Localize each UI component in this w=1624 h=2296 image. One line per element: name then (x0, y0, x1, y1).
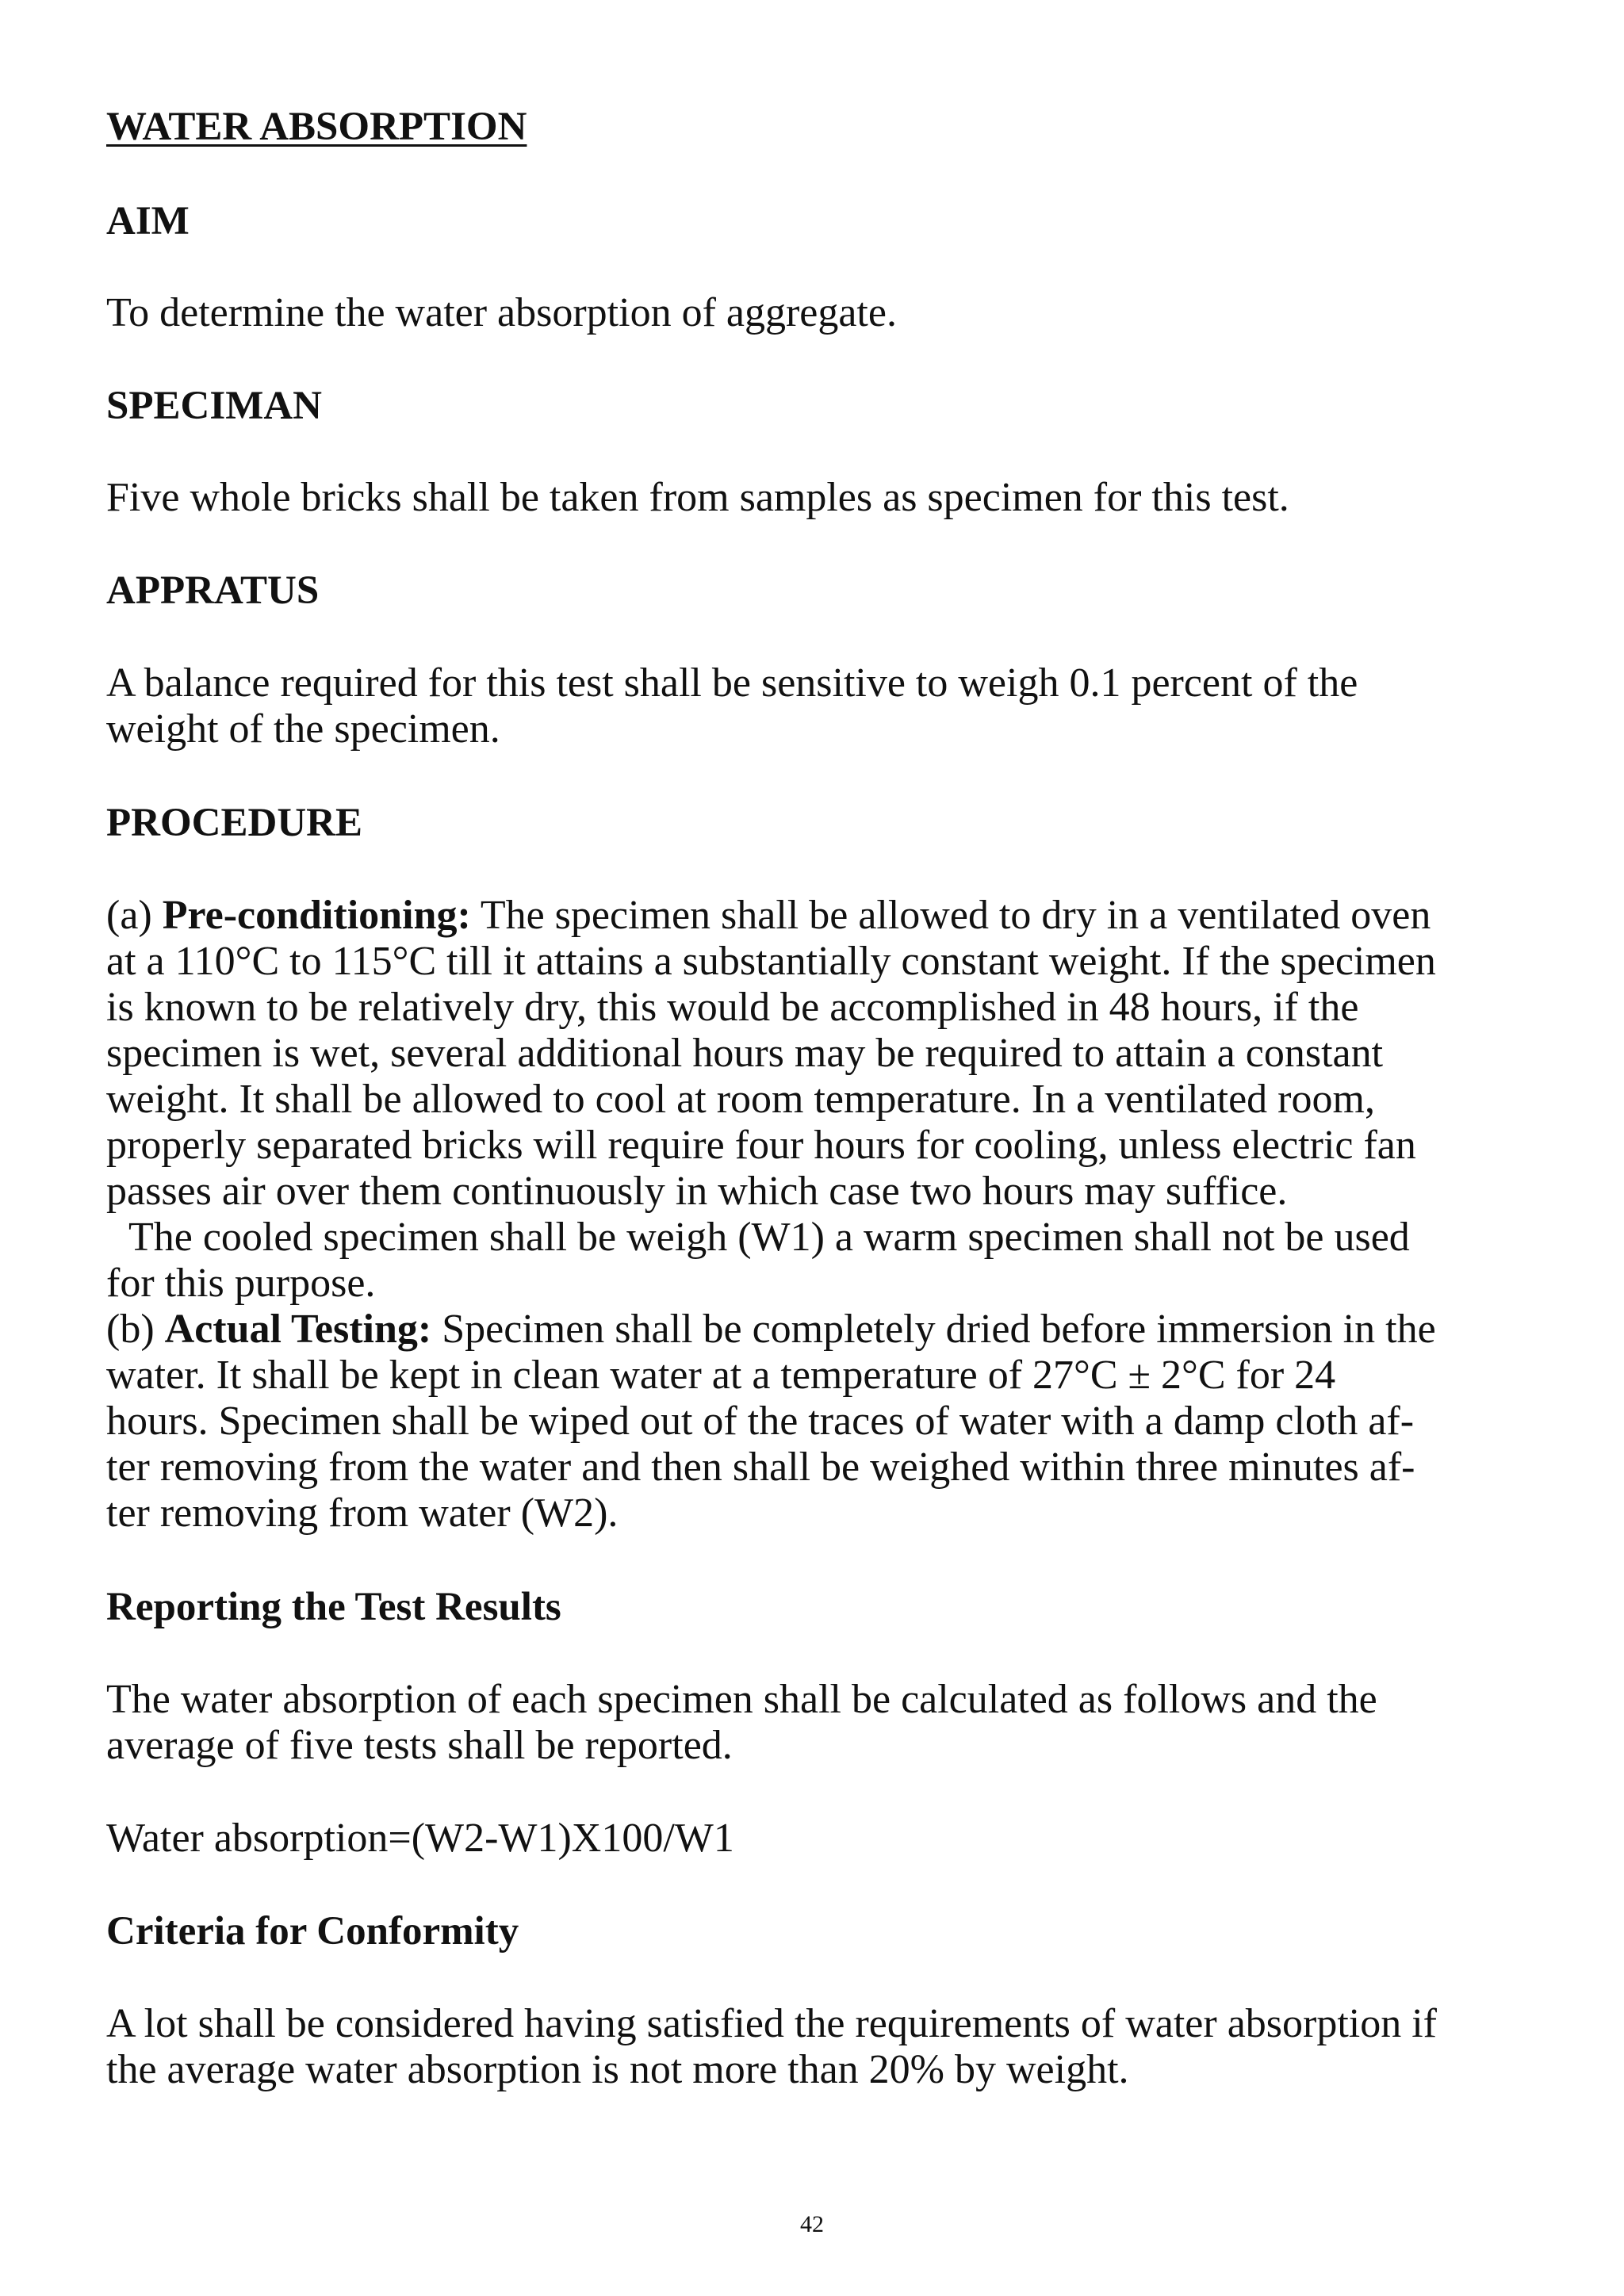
preconditioning-line: for this purpose. (106, 1261, 376, 1306)
preconditioning-line: properly separated bricks will require four hours for cooling, unless electric fan (106, 1123, 1416, 1168)
preconditioning-line: at a 110°C to 115°C till it attains a substantially constant weight. If the specimen (106, 939, 1436, 984)
specimen-text: Five whole bricks shall be taken from samples as specimen for this test. (106, 475, 1289, 520)
preconditioning-line: is known to be relatively dry, this would be accomplished in 48 hours, if the (106, 985, 1359, 1030)
criteria-heading: Criteria for Conformity (106, 1909, 519, 1954)
actual-testing-text: Specimen shall be completely dried before immersion in the (431, 1307, 1436, 1352)
procedure-heading: PROCEDURE (106, 801, 363, 845)
reporting-line: The water absorption of each specimen shall be calculated as follows and the (106, 1677, 1377, 1722)
apparatus-heading: APPRATUS (106, 568, 320, 613)
criteria-paragraph (106, 2001, 1534, 2093)
criteria-line: the average water absorption is not more than 20% by weight. (106, 2047, 1129, 2092)
reporting-line: average of five tests shall be reported. (106, 1723, 733, 1768)
reporting-heading: Reporting the Test Results (106, 1585, 561, 1629)
preconditioning-line: specimen is wet, several additional hours may be required to attain a constant (106, 1031, 1384, 1076)
actual-testing-line: water. It shall be kept in clean water at a temperature of 27°C ± 2°C for 24 (106, 1353, 1336, 1398)
aim-heading: AIM (106, 199, 190, 243)
page-number: 42 (800, 2211, 824, 2237)
actual-testing-line: hours. Specimen shall be wiped out of the traces of water with a damp cloth af- (106, 1399, 1415, 1444)
apparatus-paragraph (106, 660, 1534, 752)
item-marker-b: (b) (106, 1307, 165, 1352)
apparatus-line: weight of the specimen. (106, 706, 500, 752)
actual-testing-line: ter removing from water (W2). (106, 1490, 619, 1536)
preconditioning-line: weight. It shall be allowed to cool at room temperature. In a ventilated room, (106, 1077, 1375, 1122)
actual-testing-label: Actual Testing: (164, 1307, 432, 1352)
aim-text: To determine the water absorption of aggregate. (106, 290, 897, 335)
specimen-heading: SPECIMAN (106, 384, 323, 428)
procedure-body (106, 893, 1534, 1536)
formula: Water absorption=(W2-W1)X100/W1 (106, 1816, 734, 1861)
criteria-line: A lot shall be considered having satisfied the requirements of water absorption if (106, 2001, 1437, 2046)
preconditioning-line (106, 893, 1534, 939)
page-title: WATER ABSORPTION (106, 105, 527, 149)
apparatus-line: A balance required for this test shall be sensitive to weigh 0.1 percent of the (106, 660, 1358, 706)
preconditioning-label: Pre-conditioning: (162, 893, 471, 938)
reporting-paragraph (106, 1677, 1534, 1769)
preconditioning-line: The cooled specimen shall be weigh (W1) a warm specimen shall not be used (128, 1215, 1410, 1260)
item-marker-a: (a) (106, 893, 163, 938)
actual-testing-line: ter removing from the water and then shall be weighed within three minutes af- (106, 1445, 1415, 1490)
preconditioning-text: The specimen shall be allowed to dry in a ventilated oven (470, 893, 1431, 938)
actual-testing-line (106, 1307, 1534, 1353)
preconditioning-line: passes air over them continuously in which case two hours may suffice. (106, 1169, 1288, 1214)
